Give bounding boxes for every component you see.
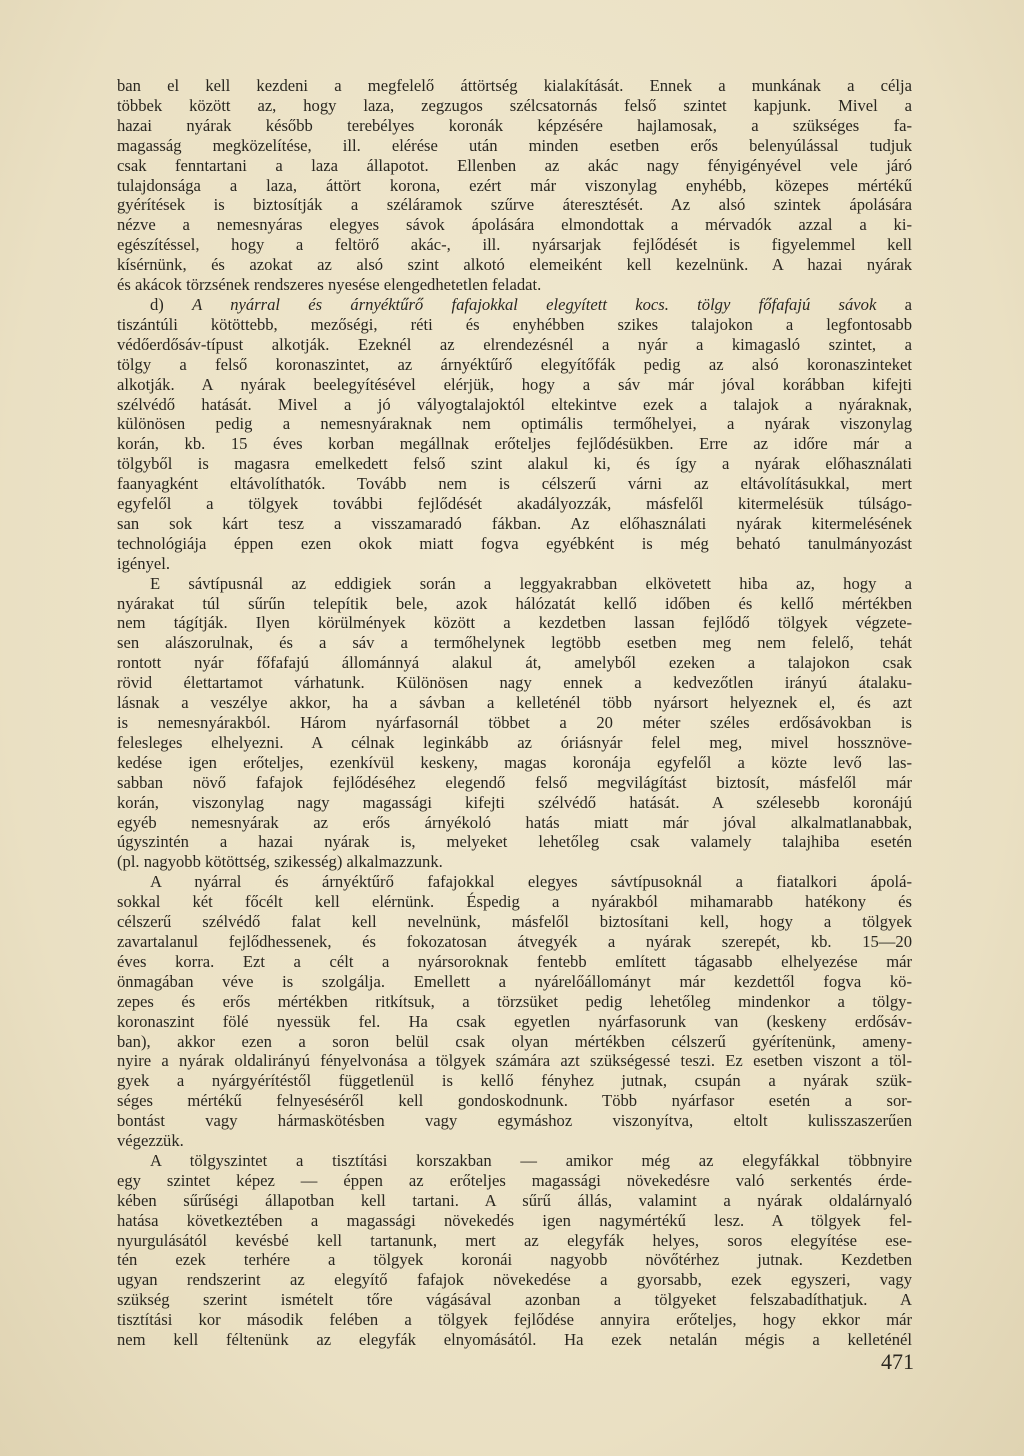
text-line: önmagában véve is szolgálja. Emellett a nyárelőállományt már kezdettől fogva kö- (117, 971, 912, 991)
text-line: rontott nyár főfafajú állománnyá alakul át, amelyből ezeken a talajokon csak (117, 653, 912, 673)
text-line: E sávtípusnál az eddigiek során a leggyakrabban elkövetett hiba az, hogy a (150, 573, 912, 593)
text-line: nyurgulásától kevésbé kell tartanunk, mert az elegyfák helyes, soros elegyítése ese- (117, 1230, 912, 1250)
text-line: magasság megközelítése, ill. elérése után minden esetben erős belenyúlással tudjuk (117, 135, 912, 155)
text-line: kedése igen erőteljes, ezenkívül keskeny, magas koronája egyfelől a közte levő las- (117, 752, 912, 772)
text-line: zepes és erős mértékben ritkítsuk, a törzsüket pedig lehetőleg mindenkor a tölgy- (117, 991, 912, 1011)
text-line: tölgy a felső koronaszintet, az árnyéktűrő elegyítőfák pedig az alsó koronaszinteket (117, 354, 912, 374)
text-line: zavartalanul fejlődhessenek, és fokozatosan átvegyék a nyárak szerepét, kb. 15—20 (117, 931, 912, 951)
text-line: tisztítási kor második felében a tölgyek fejlődése annyira erőteljes, hogy ekkor már (117, 1310, 912, 1330)
text-line: tulajdonsága a laza, áttört korona, ezért már viszonylag enyhébb, közepes mértékű (117, 175, 912, 195)
text-line: A tölgyszintet a tisztítási korszakban — amikor még az elegyfákkal többnyire (150, 1150, 912, 1170)
text-line: koronaszint fölé nyessük fel. Ha csak egyetlen nyárfasorunk van (keskeny erdősáv- (117, 1011, 912, 1031)
text-line: gyek a nyárgyérítéstől függetlenül is kellő fényhez jutnak, csupán a nyárak szük- (117, 1071, 912, 1091)
text-line: különösen pedig a nemesnyáraknak nem optimális termőhelyei, a nyárak viszonylag (117, 414, 912, 434)
text-line: rövid élettartamot várhatunk. Különösen nagy ennek a kedvezőtlen irányú átalaku- (117, 673, 912, 693)
text-line: A nyárral és árnyéktűrő fafajokkal elegyes sávtípusoknál a fiatalkori ápolá- (150, 872, 912, 892)
text-line: és akácok törzsének rendszeres nyesése elengedhetetlen feladat. (117, 275, 542, 295)
text-line: hatása következtében a magassági növekedés igen nagymértékű lesz. A tölgyek fel- (117, 1210, 912, 1230)
text-line: ugyan rendszerint az elegyítő fafajok növekedése a gyorsabb, ezek egyszeri, vagy (117, 1270, 912, 1290)
text-line: tölgyből is magasra emelkedett felső szint alakul ki, és így a nyárak előhasználati (117, 454, 912, 474)
text-line: csak fenntartani a laza állapotot. Ellenben az akác nagy fényigényével vele járó (117, 155, 912, 175)
text-line: egyfelől a tölgyek további fejlődését akadályozzák, másfelől kitermelésük túlságo- (117, 494, 912, 514)
text-line: ban el kell kezdeni a megfelelő áttörtség kialakítását. Ennek a munkának a célja (117, 76, 912, 95)
text-line: ban), akkor ezen a soron belül csak olyan mértékben célszerű gyérítenünk, ameny- (117, 1031, 912, 1051)
text-line: d) A nyárral és árnyéktűrő fafajokkal elegyített kocs. tölgy főfafajú sávok a (150, 294, 912, 314)
text-line: gyérítések is biztosítják a széláramok szűrve áteresztését. Az alsó szintek ápolására (117, 195, 912, 215)
text-line: kében sűrűségi állapotban kell tartani. A sűrű állás, valamint a nyárak oldalárnyaló (117, 1190, 912, 1210)
text-line: faanyagként eltávolíthatók. Tovább nem is célszerű várni az eltávolításukkal, mert (117, 474, 912, 494)
text-line: sokkal két főcélt kell elérnünk. Éspedig a nyárakból mihamarabb hatékony és (117, 892, 912, 912)
text-line: felesleges elhelyezni. A célnak leginkább az óriásnyár felel meg, mivel hossznöve- (117, 732, 912, 752)
text-line: (pl. nagyobb kötöttség, szikesség) alkalmazzunk. (117, 852, 443, 872)
text-line: sabban növő fafajok fejlődéséhez elegendő felső megvilágítást biztosít, másfelől már (117, 772, 912, 792)
body-text (117, 76, 912, 1350)
text-line: lásnak a veszélye akkor, ha a sávban a kelleténél több nyársort helyeznek el, és azt (117, 693, 912, 713)
text-line: nyárakat túl sűrűn telepítik bele, azok hálózatát kellő időben és kellő mértékben (117, 593, 912, 613)
text-line: célszerű szélvédő falat kell nevelnünk, másfelől biztosítani kell, hogy a tölgyek (117, 912, 912, 932)
text-line: egészítéssel, hogy a feltörő akác-, ill. nyársarjak fejlődését is figyelemmel kell (117, 235, 912, 255)
text-line: úgyszintén a hazai nyárak is, melyeket lehetőleg csak valamely talajhiba esetén (117, 832, 912, 852)
text-line: nyire a nyárak oldalirányú fényelvonása a tölgyek számára azt szükségessé teszi. Ez esetben viszont a töl- (117, 1051, 912, 1071)
page-number: 471 (881, 1349, 914, 1374)
text-line: tén ezek terhére a tölgyek koronái nagyobb növőtérhez jutnak. Kezdetben (117, 1250, 912, 1270)
text-line: kísérnünk, és azokat az alsó szint alkotó elemeiként kell kezelnünk. A hazai nyárak (117, 255, 912, 275)
section-heading-italic: A nyárral és árnyéktűrő fafajokkal elegyített kocs. tölgy főfafajú sávok (192, 294, 877, 314)
text-line: nézve a nemesnyáras elegyes sávok ápolására elmondottak a mérvadók azzal a ki- (117, 215, 912, 235)
text-line: hazai nyárak később terebélyes koronák képzésére hajlamosak, a szükséges fa- (117, 115, 912, 135)
text-line: egy szintet képez — éppen az erőteljes magassági növekedésre való serkentés érde- (117, 1170, 912, 1190)
text-line: korán, viszonylag nagy magassági kifejti szélvédő hatását. A szélesebb koronájú (117, 792, 912, 812)
text-line: védőerdősáv-típust alkotják. Ezeknél az elrendezésnél a nyár a kimagasló szintet, a (117, 334, 912, 354)
text-line: nem kell féltenünk az elegyfák elnyomásától. Ha ezek netalán mégis a kelleténél (117, 1330, 912, 1350)
text-line: végezzük. (117, 1131, 184, 1151)
text-line: egyéb nemesnyárak az erős árnyékoló hatás miatt már jóval alkalmatlanabbak, (117, 812, 912, 832)
text-line: is nemesnyárakból. Három nyárfasornál többet a 20 méter széles erdősávokban is (117, 713, 912, 732)
text-line: igényel. (117, 553, 170, 573)
text-line: séges mértékű felnyeséséről kell gondoskodnunk. Több nyárfasor esetén a sor- (117, 1091, 912, 1111)
text-line: san sok kárt tesz a visszamaradó fákban. Az előhasználati nyárak kitermelésének (117, 513, 912, 533)
text-line: sen alászorulnak, és a sáv a termőhelynek legtöbb esetben meg nem felelő, tehát (117, 633, 912, 653)
text-line: tiszántúli kötöttebb, mezőségi, réti és enyhébben szikes talajokon a legfontosabb (117, 314, 912, 334)
text-line: technológiája éppen ezen okok miatt fogva egyébként is még beható tanulmányozást (117, 533, 912, 553)
text-line: korán, kb. 15 éves korban megállnak erőteljes fejlődésükben. Erre az időre már a (117, 434, 912, 454)
text-line: többek között az, hogy laza, zegzugos szélcsatornás felső szintet kapjunk. Mivel a (117, 95, 912, 115)
text-line: bontást vagy hármaskötésben vagy egymáshoz viszonyítva, eltolt kulisszaszerűen (117, 1111, 912, 1131)
text-line: szélvédő hatását. Mivel a jó vályogtalajoktól eltekintve ezek a talajok a nyáraknak, (117, 394, 912, 414)
text-line: éves korra. Ezt a célt a nyársoroknak fentebb említett tágasabb elhelyezése már (117, 951, 912, 971)
text-line: szükség szerint ismételt tőre vágásával azonban a tölgyeket felszabadíthatjuk. A (117, 1290, 912, 1310)
text-line: alkotják. A nyárak beelegyítésével elérjük, hogy a sáv már jóval korábban kifejti (117, 374, 912, 394)
text-line: nem tágítják. Ilyen körülmények között a kezdetben lassan fejlődő tölgyek végzete- (117, 613, 912, 633)
